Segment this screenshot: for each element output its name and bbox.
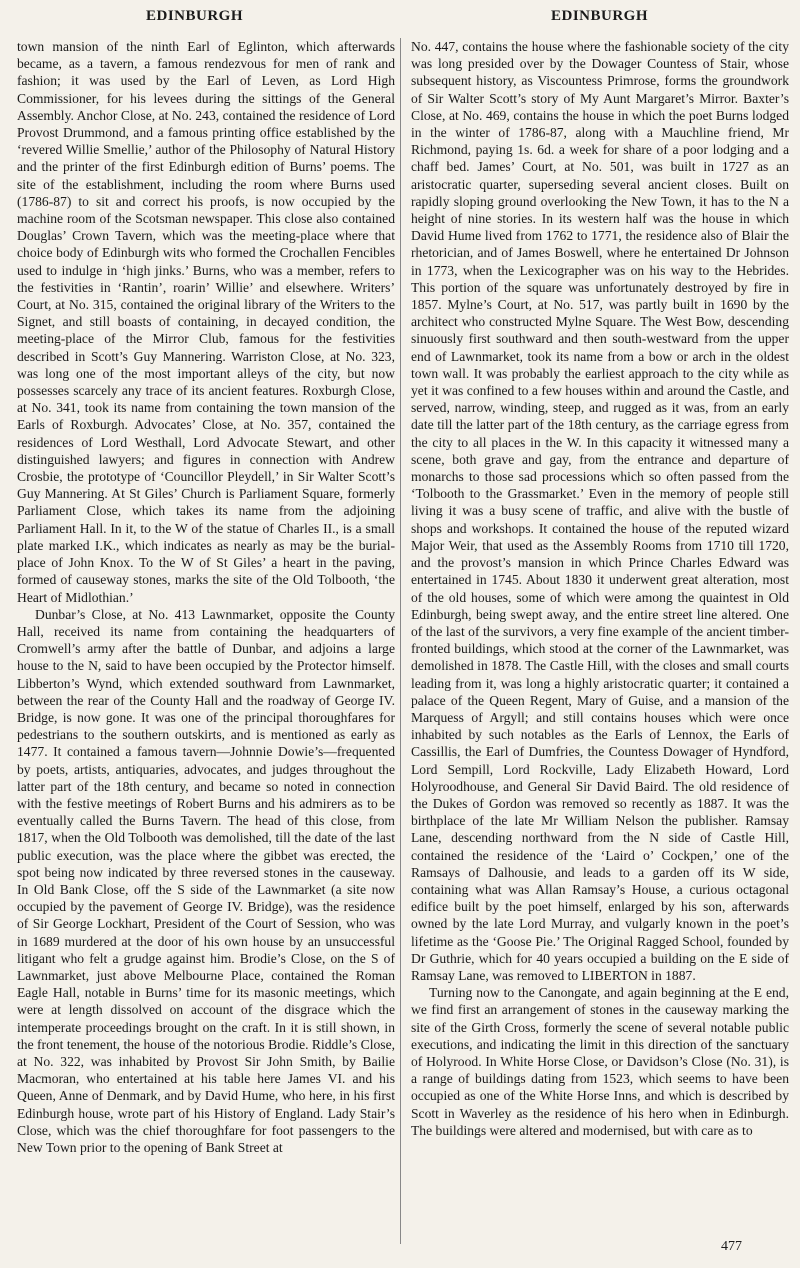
right-column bbox=[411, 38, 789, 1139]
paragraph: Turning now to the Canongate, and again beginning at the E end, we find first an arrangement of stones in the causeway marking the site of the Girth Cross, formerly the scene of several notable public executions, and indicating the limit in this direction of the sanctuary of Holyrood. In White Horse Close, or Davidson’s Close (No. 31), is a range of buildings dating from 1523, which seems to have been occupied as one of the White Horse Inns, and which is described by Scott in Waverley as the residence of his hero when in Edinburgh. The buildings were altered and modernised, but with care as to bbox=[411, 985, 789, 1138]
paragraph: No. 447, contains the house where the fashionable society of the city was long presided over by the Dowager Countess of Stair, whose subsequent history, as Viscountess Primrose, forms the groundwork of Sir Walter Scott’s story of My Aunt Margaret’s Mirror. Baxter’s Close, at No. 469, contains the house in which the poet Burns lodged in the winter of 1786-87, along with a Mauchline friend, Mr Richmond, paying 1s. 6d. a week for share of a poor lodging and a chaff bed. James’ Court, at No. 501, was built in 1727 as an aristocratic quarter, superseding several ancient closes. Built on rapidly sloping ground overlooking the New Town, it has to the N a height of nine stories. In its western half was the house in which David Hume lived from 1762 to 1771, the residence also of Blair the rhetorician, and of James Boswell, where he entertained Dr Johnson in 1773, when the Lexicographer was on his way to the Hebrides. This portion of the square was unfortunately destroyed by fire in 1857. Mylne’s Court, at No. 517, was partly built in 1690 by the architect who constructed Mylne Square. The West Bow, descending sinuously first southward and then south-westward from the upper end of Lawnmarket, took its name from a bow or arch in the oldest town wall. It was probably the earliest approach to the city while as yet it was confined to a few houses within and around the Castle, and served, narrow, winding, steep, and rugged as it was, from an early date till the latter part of the 18th century, as the carriage egress from the city to all places in the W. In this capacity it witnessed many a scene, both grave and gay, from the entrance and departure of monarchs to those sad processions which so often passed from the ‘Tolbooth to the Grassmarket.’ Even in the memory of people still living it was a busy scene of traffic, and alive with the bustle of shops and workshops. It contained the house of the reputed wizard Major Weir, that used as the Assembly Rooms from 1710 till 1720, and the provost’s mansion in which Prince Charles Edward was entertained in 1745. About 1830 it underwent great alteration, most of the old houses, some of which were among the quaintest in Old Edinburgh, being swept away, and the entire street line altered. One of the last of the survivors, a very fine example of the ancient timber-fronted buildings, which stood at the corner of the Lawnmarket, was demolished in 1878. The Castle Hill, with the closes and small courts leading from it, was long a highly aristocratic quarter; it contained a palace of the Queen Regent, Mary of Guise, and a mansion of the Marquess of Argyll; and still contains houses which were once inhabited by such notables as the Earls of Lennox, the Earls of Cassillis, the Earl of Dumfries, the Countess Dowager of Hyndford, Lord Sempill, Lord Rockville, Lady Elizabeth Howard, Lord Holyroodhouse, and General Sir David Baird. The old residence of the Dukes of Gordon was removed so recently as 1887. It was the birthplace of the late Mr William Nelson the publisher. Ramsay Lane, descending northward from the N side of Castle Hill, contained the residence of the ‘Laird o’ Cockpen,’ one of the Ramsays of Dalhousie, and leads to a garden off its W side, containing what was Allan Ramsay’s House, a curious octagonal edifice built by the poet himself, enlarged by his son, afterwards owned by the late Lord Murray, and vulgarly known in the poet’s lifetime as the ‘Goose Pie.’ The Original Ragged School, founded by Dr Guthrie, which for 40 years occupied a building on the E side of Ramsay Lane, was removed to LIBERTON in 1887. bbox=[411, 39, 789, 983]
left-column bbox=[17, 38, 395, 1156]
column-divider bbox=[400, 38, 401, 1244]
running-header-right: EDINBURGH bbox=[551, 8, 649, 24]
running-header-left: EDINBURGH bbox=[146, 8, 244, 24]
paragraph: town mansion of the ninth Earl of Eglinton, which afterwards became, as a tavern, a famous rendezvous for men of rank and fashion; it was used by the Earl of Leven, as Lord High Commissioner, for his levees during the sittings of the General Assembly. Anchor Close, at No. 243, contained the residence of Lord Provost Drummond, and a famous printing office established by the ‘revered Willie Smellie,’ author of the Philosophy of Natural History and the printer of the first Edinburgh edition of Burns’ poems. The site of the establishment, including the room where Burns used (1786-87) to sit and correct his proofs, is now occupied by the machine room of the Scotsman newspaper. This close also contained Douglas’ Crown Tavern, which was the meeting-place where that choice body of Edinburgh wits who formed the Crochallen Fencibles used to indulge in ‘high jinks.’ Burns, who was a member, refers to the festivities in ‘Rantin’, roarin’ Willie’ and elsewhere. Writers’ Court, at No. 315, contained the original library of the Writers to the Signet, and still boasts of containing, in decayed condition, the meeting-place of the Mirror Club, famous for the festivities described in Scott’s Guy Mannering. Warriston Close, at No. 323, was long one of the most important alleys of the city, but now possesses scarcely any trace of its ancient features. Roxburgh Close, at No. 341, took its name from containing the town mansion of the Earls of Roxburgh. Advocates’ Close, at No. 357, contained the residences of Lord Westhall, Lord Advocate Stewart, and other distinguished lawyers; and figures in connection with Andrew Crosbie, the prototype of ‘Councillor Pleydell,’ in Sir Walter Scott’s Guy Mannering. At St Giles’ Church is Parliament Square, formerly Parliament Close, which takes its name from the adjoining Parliament Hall. In it, to the W of the statue of Charles II., is a small plate marked I.K., which indicates as nearly as may be the burial-place of John Knox. To the W of St Giles’ a heart in the paving, formed of causeway stones, marks the site of the Old Tolbooth, ‘the Heart of Midlothian.’ bbox=[17, 39, 395, 605]
paragraph: Dunbar’s Close, at No. 413 Lawnmarket, opposite the County Hall, received its name from containing the headquarters of Cromwell’s army after the battle of Dunbar, and adjoins a large house to the N, said to have been occupied by the Protector himself. Libberton’s Wynd, which extended southward from Lawnmarket, between the rear of the County Hall and the roadway of George IV. Bridge, is now gone. It was one of the principal thoroughfares for pedestrians to the southern outskirts, and is mentioned as early as 1477. It contained a famous tavern—Johnnie Dowie’s—frequented by poets, artists, antiquaries, advocates, and judges throughout the latter part of the 18th century, and became so noted in connection with the festive meetings of Robert Burns and his admirers as to be eventually called the Burns Tavern. The head of this close, from 1817, when the Old Tolbooth was demolished, till the date of the last public execution, was the place where the gibbet was erected, the spot being now indicated by three reversed stones in the causeway. In Old Bank Close, off the S side of the Lawnmarket (a site now occupied by the pavement of George IV. Bridge), was the residence of Sir George Lockhart, President of the Court of Session, who was in 1689 murdered at the door of his own house by an unsuccessful litigant who felt a grudge against him. Brodie’s Close, on the S of Lawnmarket, just above Melbourne Place, contained the Roman Eagle Hall, notable in Burns’ time for its masonic meetings, which were at length dissolved on account of the disgrace which the intemperate proceedings brought on the craft. In it is still shown, in the front tenement, the house of the notorious Brodie. Riddle’s Close, at No. 322, was inhabited by Provost Sir John Smith, by Bailie Macmoran, who entertained at his table here James VI. and his Queen, Anne of Denmark, and by David Hume, who here, in his first Edinburgh house, wrote part of his History of England. Lady Stair’s Close, which was the chief thoroughfare for foot passengers to the New Town prior to the opening of Bank Street at bbox=[17, 606, 395, 1155]
page-number: 477 bbox=[721, 1239, 742, 1254]
